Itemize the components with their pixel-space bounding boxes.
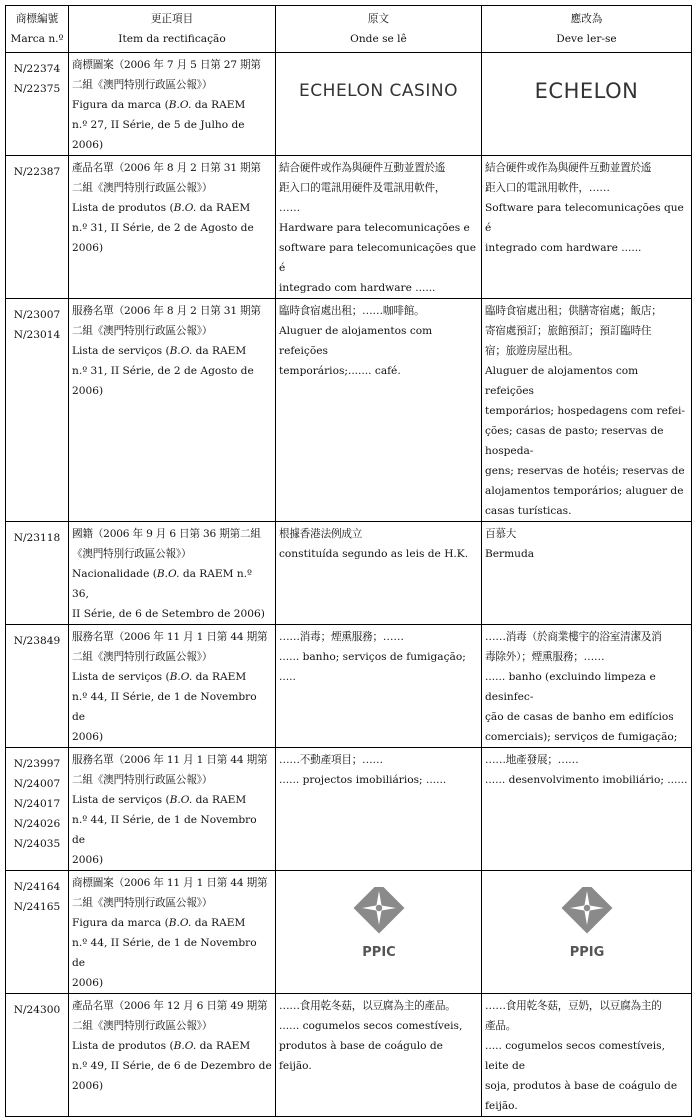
original-cell [276, 994, 482, 1117]
correction-text: ..... cogumelos secos comestíveis, leite de [485, 1040, 665, 1072]
mark-number-cell [6, 53, 69, 156]
item-text-pt: n.º 44, II Série, de 1 de Novembro de [72, 814, 257, 846]
item-text-zh: 二組《澳門特別行政區公報》） [72, 651, 213, 663]
bulletin-abbrev: B.O. [168, 99, 192, 111]
correction-text: 產品。 [485, 1020, 517, 1032]
bulletin-abbrev: B.O. [173, 1040, 197, 1052]
mark-number: N/23849 [13, 635, 61, 647]
header-original-pt: Onde se lê [350, 33, 407, 45]
logo-text: ECHELON [534, 79, 639, 103]
item-text-pt: Figura da marca (B.O. da RAEM [72, 917, 246, 929]
logo-emblem-icon [556, 887, 618, 961]
logo-label: PPIC [361, 945, 396, 960]
item-cell [69, 53, 276, 156]
original-text: ...... banho; serviços de fumigação; ..... [279, 651, 466, 683]
original-text: temporários;....... café. [279, 365, 401, 377]
correction-text: alojamentos temporários; aluguer de [485, 485, 684, 497]
header-mark-number [6, 6, 69, 53]
item-text-zh: 服務名單（2006 年 8 月 2 日第 31 期第 [72, 305, 261, 317]
item-text-zh: 商標圖案（2006 年 11 月 1 日第 44 期第 [72, 877, 268, 889]
correction-text: feijão. [485, 1100, 518, 1112]
correction-text: Bermuda [485, 548, 535, 560]
item-text-pt: Lista de serviços (B.O. da RAEM [72, 794, 247, 806]
item-text-zh: 二組《澳門特別行政區公報》） [72, 774, 213, 786]
header-correction [482, 6, 692, 53]
item-text-zh: 《澳門特別行政區公報》） [72, 548, 192, 560]
original-text: 根據香港法例成立 [279, 528, 363, 540]
item-text-pt: 2006) [72, 1080, 104, 1092]
table-row [6, 994, 692, 1117]
item-text-pt: n.º 31, II Série, de 2 de Agosto de 2006) [72, 222, 254, 254]
mark-number: N/24026 [13, 818, 61, 830]
correction-text: integrado com hardware ...... [485, 242, 642, 254]
table-row [6, 299, 692, 522]
item-text-zh: 二組《澳門特別行政區公報》） [72, 897, 213, 909]
item-text-pt: II Série, de 6 de Setembro de 2006) [72, 608, 265, 620]
header-item-zh: 更正項目 [150, 13, 194, 25]
correction-text: ……消毒（於商業樓宇的浴室清潔及消 [485, 631, 662, 643]
rectification-table [5, 5, 692, 1117]
mark-number-cell [6, 994, 69, 1117]
original-text: produtos à base de coágulo de feijão. [279, 1040, 443, 1072]
item-text-zh: 國籍（2006 年 9 月 6 日第 36 期第二組 [72, 528, 261, 540]
mark-number: N/24165 [13, 901, 61, 913]
item-cell [69, 522, 276, 625]
table-row [6, 748, 692, 871]
correction-text: Software para telecomunicações que é [485, 202, 684, 234]
header-mark-zh: 商標編號 [15, 13, 59, 25]
original-cell [276, 156, 482, 299]
header-row [6, 6, 692, 53]
original-text: Hardware para telecomunicações e [279, 222, 470, 234]
correction-cell [482, 994, 692, 1117]
item-text-pt: n.º 49, II Série, de 6 de Dezembro de [72, 1060, 272, 1072]
item-cell [69, 156, 276, 299]
original-text: constituída segundo as leis de H.K. [279, 548, 469, 560]
bulletin-abbrev: B.O. [169, 671, 193, 683]
table-row [6, 53, 692, 156]
mark-number-cell [6, 871, 69, 994]
bulletin-abbrev: B.O. [156, 568, 180, 580]
mark-number: N/24007 [13, 778, 61, 790]
mark-number: N/22375 [13, 83, 61, 95]
header-item [69, 6, 276, 53]
header-mark-pt: Marca n.º [10, 33, 64, 45]
header-original [276, 6, 482, 53]
correction-cell [482, 748, 692, 871]
bulletin-abbrev: B.O. [168, 917, 192, 929]
correction-cell [482, 53, 692, 156]
correction-text: ...... banho (excluindo limpeza e desinfec- [485, 671, 656, 703]
item-text-pt: 2006) [72, 854, 104, 866]
original-text: ……消毒；煙熏服務；…… [279, 631, 404, 643]
original-cell [276, 748, 482, 871]
header-correction-zh: 應改為 [570, 13, 603, 25]
correction-text: 毒除外）；煙熏服務；…… [485, 651, 605, 663]
item-text-pt: Lista de produtos (B.O. da RAEM [72, 202, 251, 214]
table-body [6, 53, 692, 1117]
bulletin-abbrev: B.O. [169, 794, 193, 806]
correction-text: 寄宿處預訂；旅館預訂；預訂臨時住 [485, 325, 652, 337]
correction-text: gens; reservas de hotéis; reservas de [485, 465, 685, 477]
mark-number: N/22387 [13, 166, 61, 178]
item-text-pt: Figura da marca (B.O. da RAEM [72, 99, 246, 111]
mark-number: N/23014 [13, 329, 61, 341]
item-text-zh: 二組《澳門特別行政區公報》） [72, 325, 213, 337]
item-cell [69, 299, 276, 522]
original-text: ...... projectos imobiliários; ...... [279, 774, 447, 786]
mark-number-cell [6, 625, 69, 748]
mark-number: N/23007 [13, 309, 61, 321]
original-cell [276, 871, 482, 994]
correction-cell [482, 156, 692, 299]
original-text: software para telecomunicações que é [279, 242, 477, 274]
header-item-pt: Item da rectificação [118, 33, 226, 45]
item-cell [69, 625, 276, 748]
item-text-pt: 2006) [72, 977, 104, 989]
correction-text: 百慕大 [485, 528, 517, 540]
item-text-zh: 二組《澳門特別行政區公報》） [72, 1020, 213, 1032]
item-text-pt: n.º 27, II Série, de 5 de Julho de 2006) [72, 119, 245, 151]
original-cell [276, 625, 482, 748]
item-cell [69, 871, 276, 994]
mark-number-cell [6, 522, 69, 625]
item-cell [69, 994, 276, 1117]
item-text-zh: 二組《澳門特別行政區公報》） [72, 182, 213, 194]
correction-text: 距入口的電訊用軟件，…… [485, 182, 610, 194]
logo-emblem-icon [348, 887, 410, 961]
mark-number: N/24164 [13, 881, 61, 893]
item-text-pt: Lista de serviços (B.O. da RAEM [72, 671, 247, 683]
original-text: …… [279, 202, 301, 214]
mark-number: N/24017 [13, 798, 61, 810]
original-text: ...... cogumelos secos comestíveis, [279, 1020, 463, 1032]
table-row [6, 156, 692, 299]
item-text-zh: 產品名單（2006 年 12 月 6 日第 49 期第 [72, 1000, 268, 1012]
correction-text: ções; casas de pasto; reservas de hospeda- [485, 425, 664, 457]
correction-text: temporários; hospedagens com refei- [485, 405, 685, 417]
original-text: 結合硬件或作為與硬件互動並置於遙 [279, 162, 446, 174]
item-text-pt: 2006) [72, 731, 104, 743]
item-text-zh: 服務名單（2006 年 11 月 1 日第 44 期第 [72, 754, 268, 766]
table-row [6, 871, 692, 994]
correction-text: 臨時食宿處出租；供膳寄宿處；飯店； [485, 305, 662, 317]
bulletin-abbrev: B.O. [169, 345, 193, 357]
original-cell [276, 53, 482, 156]
correction-cell [482, 871, 692, 994]
header-original-zh: 原文 [367, 13, 390, 25]
header-correction-pt: Deve ler-se [556, 33, 617, 45]
correction-text: ção de casas de banho em edifícios [485, 711, 674, 723]
correction-text: ……食用乾冬菇，豆奶，以豆腐為主的 [485, 1000, 662, 1012]
correction-cell [482, 299, 692, 522]
original-text: 臨時食宿處出租；……咖啡館。 [279, 305, 425, 317]
correction-text: 結合硬件或作為與硬件互動並置於遙 [485, 162, 652, 174]
correction-cell [482, 522, 692, 625]
item-text-pt: n.º 31, II Série, de 2 de Agosto de 2006) [72, 365, 254, 397]
item-text-zh: 產品名單（2006 年 8 月 2 日第 31 期第 [72, 162, 261, 174]
item-text-pt: n.º 44, II Série, de 1 de Novembro de [72, 937, 257, 969]
original-text: 距入口的電訊用硬件及電訊用軟件， [279, 182, 446, 194]
logo-label: PPIG [569, 945, 604, 960]
item-cell [69, 748, 276, 871]
item-text-zh: 商標圖案（2006 年 7 月 5 日第 27 期第 [72, 59, 261, 71]
mark-number: N/24300 [13, 1004, 61, 1016]
item-text-pt: Lista de serviços (B.O. da RAEM [72, 345, 247, 357]
mark-number-cell [6, 748, 69, 871]
original-text: integrado com hardware ...... [279, 282, 436, 294]
correction-text: comerciais); serviços de fumigação; [485, 731, 678, 743]
logo-text: ECHELON CASINO [299, 81, 458, 101]
correction-text: casas turísticas. [485, 505, 572, 517]
item-text-zh: 二組《澳門特別行政區公報》） [72, 79, 213, 91]
item-text-pt: Lista de produtos (B.O. da RAEM [72, 1040, 251, 1052]
mark-number-cell [6, 299, 69, 522]
item-text-pt: n.º 44, II Série, de 1 de Novembro de [72, 691, 257, 723]
mark-number: N/24035 [13, 838, 61, 850]
mark-number: N/23997 [13, 758, 61, 770]
bulletin-abbrev: B.O. [173, 202, 197, 214]
table-row [6, 522, 692, 625]
original-cell [276, 299, 482, 522]
original-text: Aluguer de alojamentos com refeições [279, 325, 433, 357]
original-text: ……不動產項目；…… [279, 754, 383, 766]
correction-text: ...... desenvolvimento imobiliário; ...... [485, 774, 688, 786]
correction-cell [482, 625, 692, 748]
correction-text: Aluguer de alojamentos com refeições [485, 365, 639, 397]
item-text-pt: Nacionalidade (B.O. da RAEM n.º 36, [72, 568, 253, 600]
item-text-zh: 服務名單（2006 年 11 月 1 日第 44 期第 [72, 631, 268, 643]
correction-text: ……地產發展；…… [485, 754, 579, 766]
correction-text: soja, produtos à base de coágulo de [485, 1080, 678, 1092]
mark-number: N/22374 [13, 63, 61, 75]
table-row [6, 625, 692, 748]
mark-number-cell [6, 156, 69, 299]
correction-text: 宿；旅遊房屋出租。 [485, 345, 579, 357]
mark-number: N/23118 [13, 532, 61, 544]
original-cell [276, 522, 482, 625]
original-text: ……食用乾冬菇，以豆腐為主的產品。 [279, 1000, 456, 1012]
